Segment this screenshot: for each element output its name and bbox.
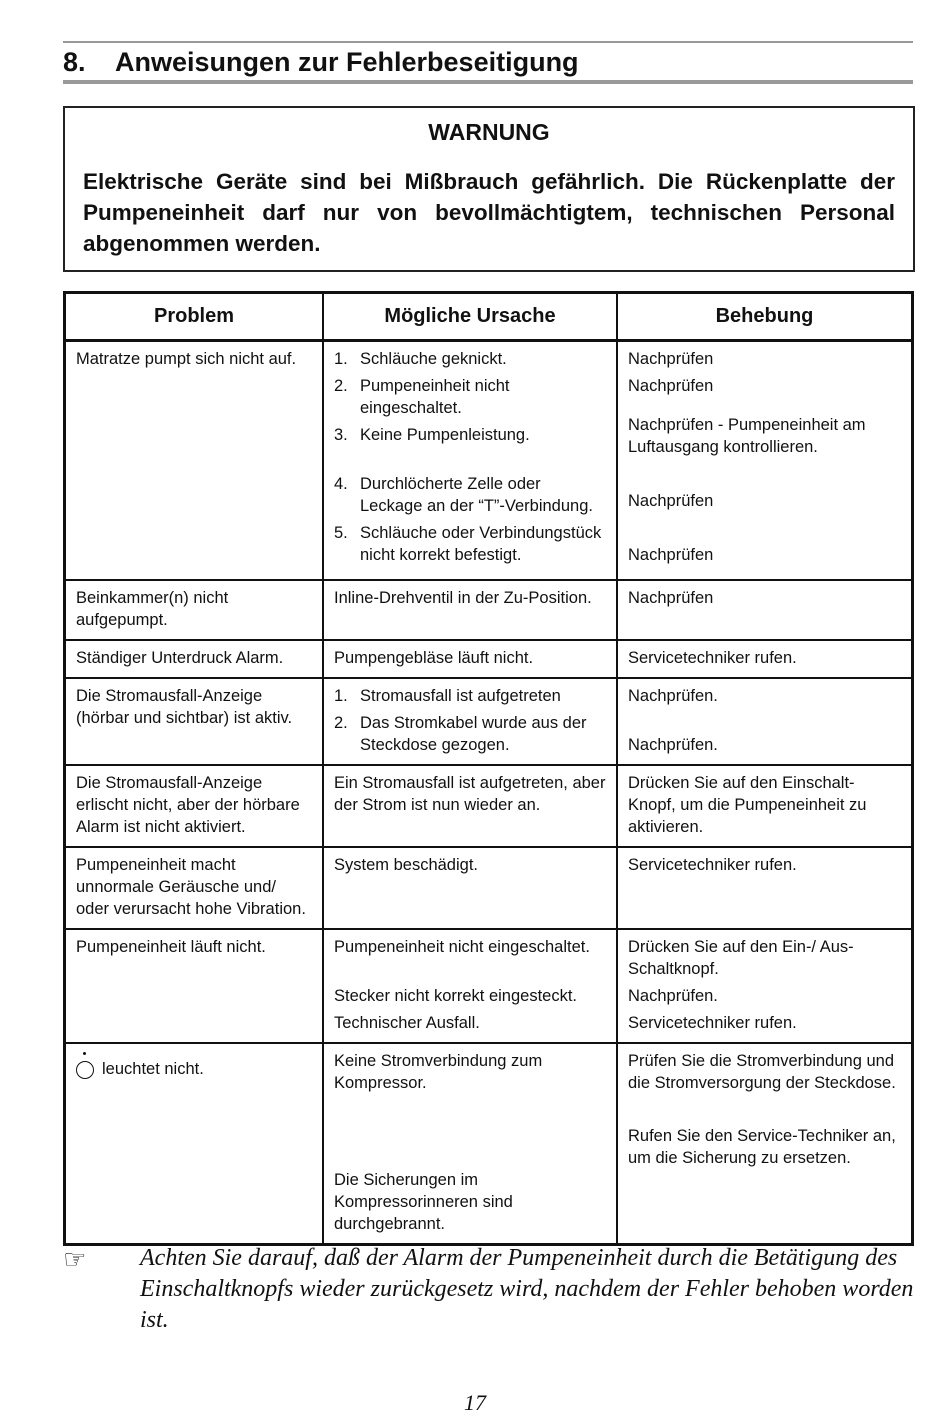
- problem-cell: Die Stromausfall-Anzeige erlischt nicht, aber der hörbare Alarm ist nicht aktiviert.: [65, 765, 324, 847]
- fix-text: Nachprüfen.: [628, 736, 718, 754]
- section-heading: [63, 44, 913, 80]
- fix-text: Drücken Sie auf den Ein-/ Aus-Schaltknopf.: [628, 938, 854, 978]
- table-row: [65, 765, 913, 847]
- warning-title: WARNUNG: [428, 119, 550, 145]
- header-problem: Problem: [65, 293, 324, 341]
- cause-cell: Inline-Drehventil in der Zu-Position.: [323, 580, 617, 640]
- table-row: [65, 929, 913, 1043]
- table-row: [65, 640, 913, 678]
- cause-text: Durchlöcherte Zelle oder Leckage an der “T”-Verbindung.: [360, 475, 593, 515]
- fix-cell: [617, 929, 913, 1043]
- fix-text: Nachprüfen: [628, 546, 714, 564]
- fix-text: Rufen Sie den Service-Techniker an, um die Sicherung zu ersetzen.: [628, 1127, 896, 1167]
- cause-cell: [323, 929, 617, 1043]
- fix-text: Nachprüfen.: [628, 687, 718, 705]
- note-text: Achten Sie darauf, daß der Alarm der Pumpeneinheit durch die Betätigung des Einschaltknopfs wieder zurückgesetz wird, nachdem der Fehler behoben worden ist.: [140, 1245, 914, 1333]
- cause-text: Die Sicherungen im Kompressorinneren sind durchgebrannt.: [334, 1171, 513, 1233]
- problem-cell: Pumpeneinheit macht unnormale Geräusche und/ oder verursacht hohe Vibration.: [65, 847, 324, 929]
- cause-cell: [323, 1043, 617, 1245]
- cause-cell: System beschädigt.: [323, 847, 617, 929]
- cause-number: 2.: [334, 377, 348, 395]
- cause-number: 1.: [334, 350, 348, 368]
- cause-item: [334, 522, 606, 566]
- fix-cell: [617, 341, 913, 581]
- fix-cell: Servicetechniker rufen.: [617, 640, 913, 678]
- pointing-hand-icon: ☞: [63, 1245, 87, 1275]
- problem-cell: Matratze pumpt sich nicht auf.: [65, 341, 324, 581]
- cause-item: [334, 473, 606, 517]
- fix-cell: Servicetechniker rufen.: [617, 847, 913, 929]
- table-row: [65, 847, 913, 929]
- cause-item: [334, 685, 606, 707]
- cause-text: Schläuche geknickt.: [360, 350, 507, 368]
- cause-cell: [323, 341, 617, 581]
- table-row: [65, 1043, 913, 1245]
- fix-text: Prüfen Sie die Stromverbindung und die Stromversorgung der Steckdose.: [628, 1052, 896, 1092]
- problem-cell: Die Stromausfall-Anzeige (hörbar und sichtbar) ist aktiv.: [65, 678, 324, 765]
- fix-cell: [617, 678, 913, 765]
- fix-text: Nachprüfen: [628, 492, 714, 510]
- fix-text: Nachprüfen.: [628, 987, 718, 1005]
- cause-text: Pumpeneinheit nicht eingeschaltet.: [360, 377, 510, 417]
- warning-text: Elektrische Geräte sind bei Mißbrauch gefährlich. Die Rückenplatte der Pumpeneinheit darf nur von bevollmächtigtem, technischen Personal abgenommen werden.: [83, 169, 895, 256]
- fix-text: Nachprüfen - Pumpeneinheit am Luftausgang kontrollieren.: [628, 416, 866, 456]
- cause-number: 1.: [334, 687, 348, 705]
- section-number: 8.: [63, 47, 86, 77]
- cause-item: [334, 712, 606, 756]
- cause-text: Keine Pumpenleistung.: [360, 426, 530, 444]
- fix-cell: Nachprüfen: [617, 580, 913, 640]
- cause-text: Schläuche oder Verbindungstück nicht korrekt befestigt.: [360, 524, 602, 564]
- warning-box: [63, 106, 915, 272]
- top-rule: [63, 41, 913, 43]
- fix-cell: [617, 1043, 913, 1245]
- cause-number: 2.: [334, 714, 348, 732]
- page-number: 17: [464, 1390, 486, 1415]
- cause-text: Stecker nicht korrekt eingesteckt.: [334, 987, 578, 1005]
- table-row: [65, 678, 913, 765]
- table-row: [65, 580, 913, 640]
- cause-text: Pumpeneinheit nicht eingeschaltet.: [334, 938, 590, 956]
- problem-cell: Ständiger Unterdruck Alarm.: [65, 640, 324, 678]
- cause-number: 5.: [334, 524, 348, 542]
- header-cause: Mögliche Ursache: [323, 293, 617, 341]
- cause-number: 4.: [334, 475, 348, 493]
- cause-text: Keine Stromverbindung zum Kompressor.: [334, 1052, 543, 1092]
- cause-item: [334, 348, 606, 370]
- fix-text: Servicetechniker rufen.: [628, 1014, 797, 1032]
- table-row: [65, 341, 913, 581]
- problem-cell: [65, 1043, 324, 1245]
- section-title: Anweisungen zur Fehlerbeseitigung: [115, 47, 579, 77]
- problem-cell: Pumpeneinheit läuft nicht.: [65, 929, 324, 1043]
- header-fix: Behebung: [617, 293, 913, 341]
- cause-item: [334, 375, 606, 419]
- cause-text: Das Stromkabel wurde aus der Steckdose gezogen.: [360, 714, 587, 754]
- cause-text: Stromausfall ist aufgetreten: [360, 687, 561, 705]
- problem-text: leuchtet nicht.: [102, 1060, 204, 1078]
- cause-text: Technischer Ausfall.: [334, 1014, 480, 1032]
- troubleshooting-table: [63, 291, 914, 1246]
- cause-number: 3.: [334, 426, 348, 444]
- problem-cell: Beinkammer(n) nicht aufgepumpt.: [65, 580, 324, 640]
- table-header-row: [65, 293, 913, 341]
- cause-cell: Pumpengebläse läuft nicht.: [323, 640, 617, 678]
- power-indicator-icon: [76, 1061, 94, 1079]
- heading-rule: [63, 80, 913, 84]
- fix-cell: Drücken Sie auf den Einschalt-Knopf, um die Pumpeneinheit zu aktivieren.: [617, 765, 913, 847]
- cause-item: [334, 424, 606, 446]
- fix-text: Nachprüfen: [628, 377, 714, 395]
- cause-cell: Ein Stromausfall ist aufgetreten, aber der Strom ist nun wieder an.: [323, 765, 617, 847]
- fix-text: Nachprüfen: [628, 350, 714, 368]
- cause-cell: [323, 678, 617, 765]
